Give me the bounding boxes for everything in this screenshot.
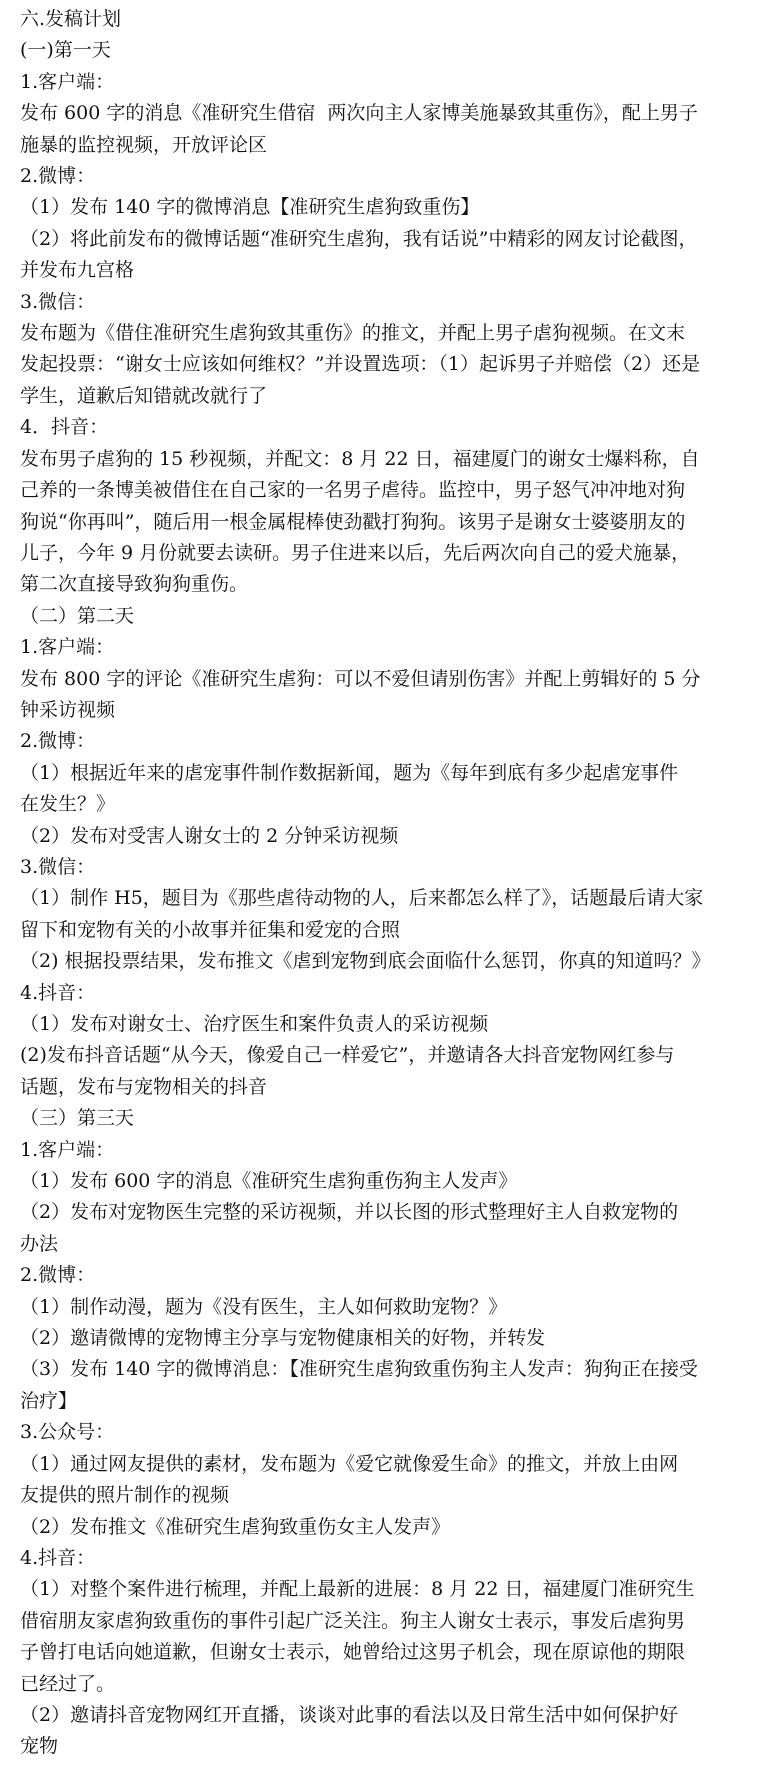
document-line: （2）邀请微博的宠物博主分享与宠物健康相关的好物，并转发: [20, 1327, 546, 1350]
document-line: 钟采访视频: [20, 698, 116, 721]
document-line: 2.微博：: [20, 165, 96, 188]
document-line: （2) 根据投票结果，发布推文《虐到宠物到底会面临什么惩罚，你真的知道吗？》: [20, 950, 711, 973]
document-line: 狗说“你再叫”，随后用一根金属棍棒使劲戳打狗狗。该男子是谢女士婆婆朋友的: [20, 510, 686, 533]
document-line: 3.微信：: [20, 855, 96, 878]
document-line: （1）发布 140 字的微博消息【准研究生虐狗致重伤】: [20, 196, 480, 219]
document-line: 1.客户端：: [20, 70, 115, 93]
document-line: 子曾打电话向她道歉，但谢女士表示，她曾给过这男子机会，现在原谅他的期限: [20, 1641, 686, 1664]
document-line: （1）根据近年来的虐宠事件制作数据新闻，题为《每年到底有多少起虐宠事件: [20, 761, 679, 784]
document-line: 治疗】: [20, 1389, 78, 1412]
document-line: 办法: [20, 1232, 59, 1255]
document-line: 发布 600 字的消息《准研究生借宿 两次向主人家博美施暴致其重伤》，配上男子: [20, 102, 698, 125]
document-line: 话题，发布与宠物相关的抖音: [20, 1075, 268, 1098]
document-line: （1）发布对谢女士、治疗医生和案件负责人的采访视频: [20, 1013, 489, 1035]
document-line: （2）邀请抖音宠物网红开直播，谈谈对此事的看法以及日常生活中如何保护好: [20, 1703, 679, 1726]
document-line: 4.抖音：: [20, 1546, 96, 1569]
document-line: 发起投票：“谢女士应该如何维权？”并设置选项：（1）起诉男子并赔偿（2）还是: [20, 353, 701, 376]
document-line: 六.发稿计划: [20, 8, 122, 30]
document-line: 3.微信：: [20, 290, 96, 313]
document-line: 4．抖音：: [20, 416, 109, 439]
document-line: （2）发布对宠物医生完整的采访视频，并以长图的形式整理好主人自救宠物的: [20, 1201, 679, 1224]
document-line: （1）制作动漫，题为《没有医生，主人如何救助宠物？》: [20, 1295, 508, 1318]
document-line: （1）通过网友提供的素材，发布题为《爱它就像爱生命》的推文，并放上由网: [20, 1452, 679, 1475]
document-line: （2）将此前发布的微博话题“准研究生虐狗，我有话说”中精彩的网友讨论截图，: [20, 227, 698, 250]
document-line: （1）对整个案件进行梳理，并配上最新的进展：8 月 22 日，福建厦门准研究生: [20, 1578, 695, 1601]
document-line: 己养的一条博美被借住在自己家的一名男子虐待。监控中，男子怒气冲冲地对狗: [20, 479, 686, 502]
document-line: 在发生？》: [20, 793, 116, 816]
document-line: 发布男子虐狗的 15 秒视频，并配文：8 月 22 日，福建厦门的谢女士爆料称，自: [20, 447, 700, 470]
document-line: （三）第三天: [20, 1107, 135, 1130]
document-line: （3）发布 140 字的微博消息：【准研究生虐狗致重伤狗主人发声：狗狗正在接受: [20, 1358, 698, 1381]
document-line: （2）发布推文《准研究生虐狗致重伤女主人发声》: [20, 1515, 451, 1538]
document-line: 已经过了。: [20, 1672, 116, 1695]
document-line: 友提供的照片制作的视频: [20, 1484, 230, 1507]
document-line: （二）第二天: [20, 604, 135, 627]
document-line: 第二次直接导致狗狗重伤。: [20, 573, 249, 596]
document-line: 1.客户端：: [20, 636, 115, 659]
document-line: （1）发布 600 字的消息《准研究生虐狗重伤狗主人发声》: [20, 1170, 518, 1193]
document-line: 1.客户端：: [20, 1138, 115, 1161]
document-line: 并发布九宫格: [20, 259, 135, 282]
document-line: (2)发布抖音话题“从今天，像爱自己一样爱它”，并邀请各大抖音宠物网红参与: [20, 1044, 675, 1067]
document-line: （1）制作 H5，题目为《那些虐待动物的人，后来都怎么样了》，话题最后请大家: [20, 887, 704, 910]
document-line: 发布题为《借住准研究生虐狗致其重伤》的推文，并配上男子虐狗视频。在文末: [20, 322, 686, 345]
document-line: 施暴的监控视频，开放评论区: [20, 133, 268, 156]
document-line: 宠物: [20, 1735, 59, 1758]
document-line: (一)第一天: [20, 39, 111, 62]
document-line: （2）发布对受害人谢女士的 2 分钟采访视频: [20, 824, 399, 847]
document-line: 2.微博：: [20, 1264, 96, 1287]
document-line: 2.微博：: [20, 730, 96, 753]
document-line: 3.公众号：: [20, 1421, 115, 1444]
document-line: 学生，道歉后知错就改就行了: [20, 384, 268, 407]
document-line: 发布 800 字的评论《准研究生虐狗：可以不爱但请别伤害》并配上剪辑好的 5 分: [20, 667, 701, 690]
document-line: 借宿朋友家虐狗致重伤的事件引起广泛关注。狗主人谢女士表示，事发后虐狗男: [20, 1609, 686, 1632]
document-line: 4.抖音：: [20, 981, 96, 1004]
document-line: 儿子，今年 9 月份就要去读研。男子住进来以后，先后两次向自己的爱犬施暴，: [20, 541, 691, 564]
document-line: 留下和宠物有关的小故事并征集和爱宠的合照: [20, 918, 401, 941]
